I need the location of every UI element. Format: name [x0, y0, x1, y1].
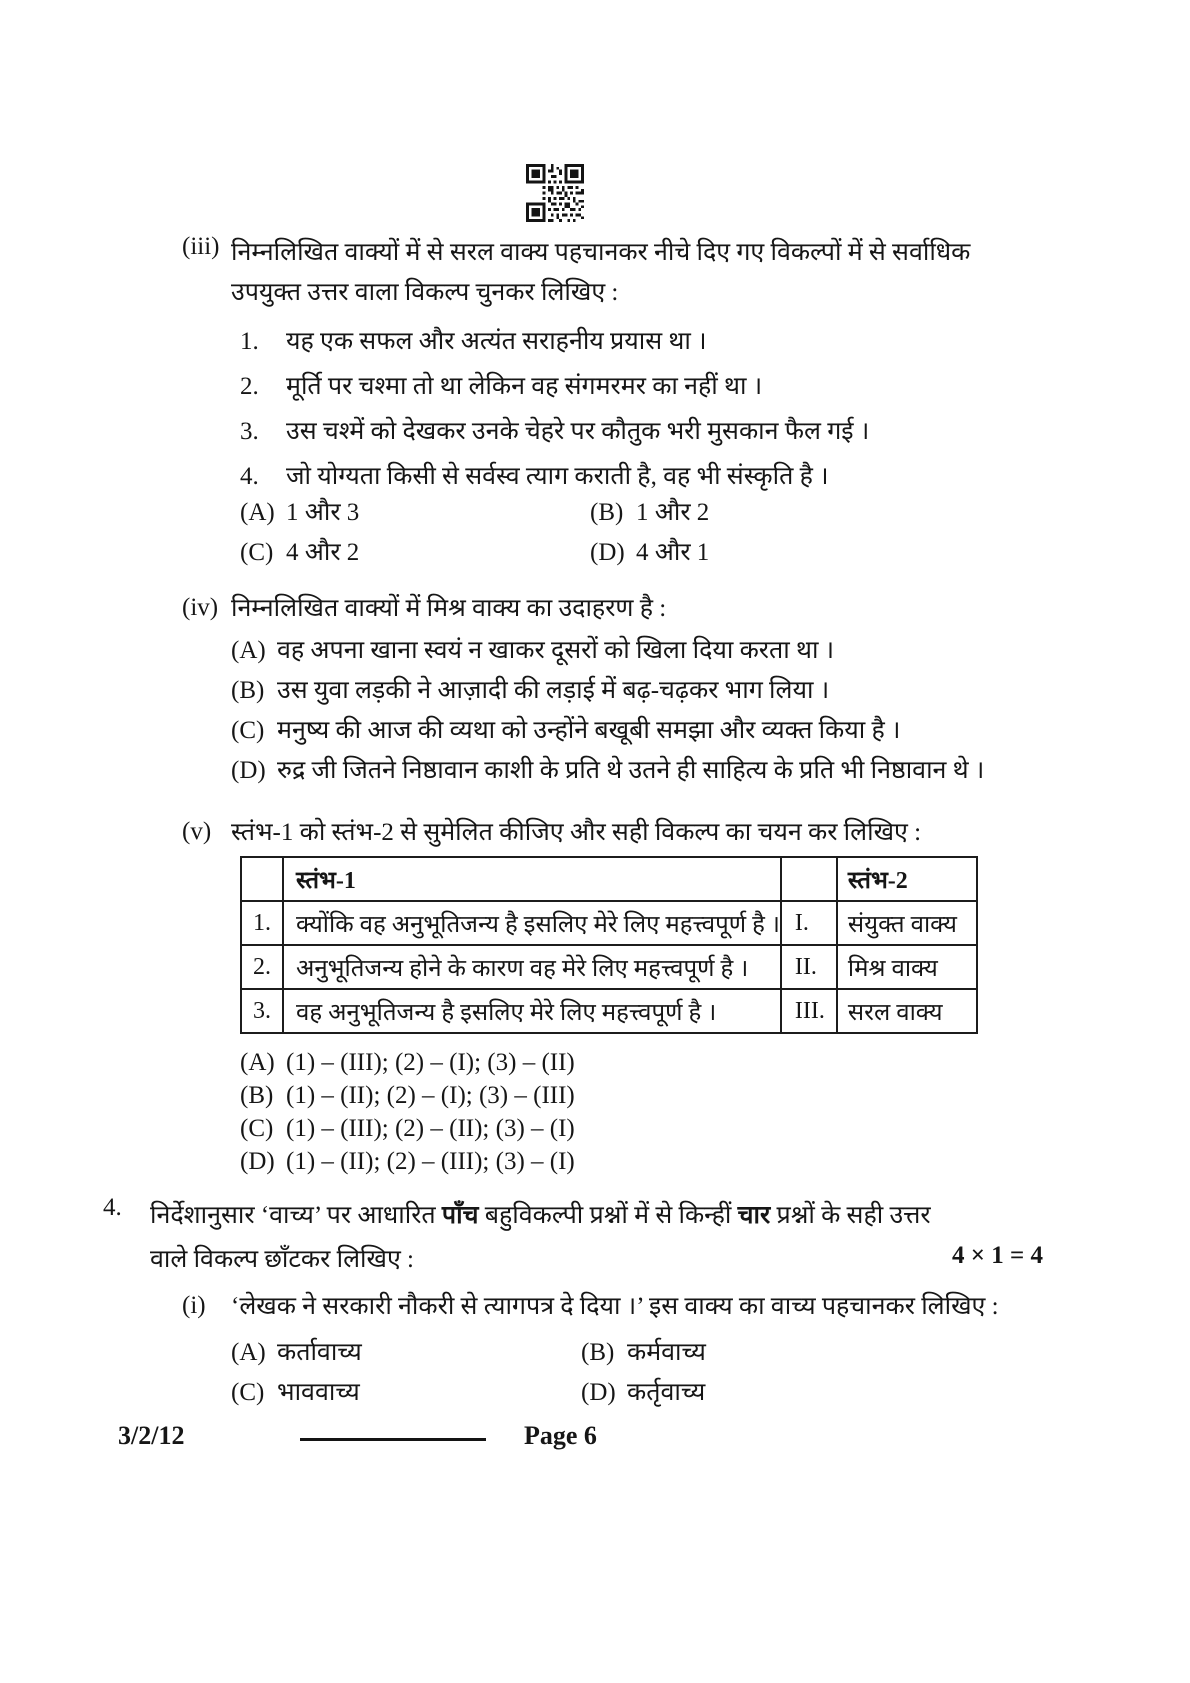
- q4-text-part: निर्देशानुसार ‘वाच्य’ पर आधारित: [150, 1202, 442, 1229]
- q4-bold-word: चार: [737, 1202, 771, 1229]
- option-label: (A): [231, 1339, 266, 1366]
- statement-row: [240, 372, 1040, 402]
- option-d: [590, 538, 1040, 568]
- question-4-i-label: (i): [182, 1292, 206, 1319]
- option-text: (1) – (II); (2) – (I); (3) – (III): [286, 1082, 575, 1109]
- option-a: [240, 1048, 940, 1078]
- option-text: 1 और 2: [636, 499, 710, 526]
- statement-number: 2.: [240, 373, 259, 400]
- question-4-i: [182, 1292, 1062, 1418]
- question-iv-text: निम्नलिखित वाक्यों में मिश्र वाक्य का उदाहरण है :: [231, 595, 667, 622]
- question-iii: [182, 233, 1052, 313]
- statement-row: [240, 327, 1040, 357]
- page-number: Page 6: [524, 1421, 597, 1450]
- option-text: रुद्र जी जितने निष्ठावान काशी के प्रति थे उतने ही साहित्य के प्रति भी निष्ठावान थे ।: [277, 757, 985, 784]
- option-text: कर्तृवाच्य: [627, 1379, 706, 1406]
- question-iii-label: (iii): [182, 233, 220, 260]
- option-d: [581, 1378, 1062, 1408]
- row-number: 2.: [241, 945, 283, 989]
- statement-text: जो योग्यता किसी से सर्वस्व त्याग कराती है, वह भी संस्कृति है ।: [286, 463, 829, 490]
- table-header-empty: [781, 857, 837, 901]
- match-columns-table: [240, 856, 978, 1034]
- statement-text: यह एक सफल और अत्यंत सराहनीय प्रयास था ।: [286, 328, 707, 355]
- table-header-row: [241, 857, 977, 901]
- row-number: 1.: [241, 901, 283, 945]
- question-4-number: 4.: [103, 1194, 122, 1221]
- question-iv-options: [231, 636, 1062, 786]
- option-text: उस युवा लड़की ने आज़ादी की लड़ाई में बढ़-चढ़कर भाग लिया ।: [277, 677, 830, 704]
- column1-text: क्योंकि वह अनुभूतिजन्य है इसलिए मेरे लिए महत्त्वपूर्ण है ।: [283, 901, 781, 945]
- table-header-empty: [241, 857, 283, 901]
- option-text: कर्मवाच्य: [627, 1339, 706, 1366]
- option-label: (B): [240, 1082, 274, 1109]
- option-text: 1 और 3: [286, 499, 360, 526]
- question-iii-statements: [240, 327, 1040, 507]
- option-text: (1) – (III); (2) – (I); (3) – (II): [286, 1049, 575, 1076]
- column1-text: अनुभूतिजन्य होने के कारण वह मेरे लिए महत्त्वपूर्ण है ।: [283, 945, 781, 989]
- option-b: [590, 498, 1040, 528]
- option-c: [240, 1114, 940, 1144]
- option-label: (A): [240, 499, 275, 526]
- row-number: 3.: [241, 989, 283, 1033]
- option-text: 4 और 1: [636, 539, 710, 566]
- option-text: वह अपना खाना स्वयं न खाकर दूसरों को खिला दिया करता था ।: [277, 637, 835, 664]
- option-text: मनुष्य की आज की व्यथा को उन्होंने बखूबी समझा और व्यक्त किया है ।: [277, 717, 901, 744]
- option-text: (1) – (II); (2) – (III); (3) – (I): [286, 1148, 575, 1175]
- question-iii-options: [240, 498, 1040, 578]
- option-d: [240, 1147, 940, 1177]
- statement-number: 4.: [240, 463, 259, 490]
- column1-text: वह अनुभूतिजन्य है इसलिए मेरे लिए महत्त्वपूर्ण है ।: [283, 989, 781, 1033]
- option-c: [240, 538, 590, 568]
- option-a: [231, 1338, 581, 1368]
- option-label: (D): [240, 1148, 275, 1175]
- option-b: [231, 676, 1062, 706]
- column2-text: सरल वाक्य: [837, 989, 977, 1033]
- question-v-label: (v): [182, 818, 212, 845]
- footer-divider-line: [300, 1438, 486, 1441]
- q4-text-part: बहुविकल्पी प्रश्नों में से किन्हीं: [478, 1202, 738, 1229]
- option-label: (C): [231, 1379, 265, 1406]
- question-4-i-text: ‘लेखक ने सरकारी नौकरी से त्यागपत्र दे दिया ।’ इस वाक्य का वाच्य पहचानकर लिखिए :: [231, 1293, 999, 1320]
- table-row: [241, 989, 977, 1033]
- statement-number: 3.: [240, 418, 259, 445]
- option-label: (B): [581, 1339, 615, 1366]
- option-a: [231, 636, 1062, 666]
- table-row: [241, 901, 977, 945]
- column2-text: संयुक्त वाक्य: [837, 901, 977, 945]
- option-c: [231, 1378, 581, 1408]
- option-label: (B): [231, 677, 265, 704]
- option-label: (D): [231, 757, 266, 784]
- option-text: भाववाच्य: [277, 1379, 360, 1406]
- option-b: [240, 1081, 940, 1111]
- option-text: (1) – (III); (2) – (II); (3) – (I): [286, 1115, 575, 1142]
- roman-numeral: III.: [781, 989, 837, 1033]
- question-v-options: [240, 1048, 940, 1180]
- option-label: (C): [231, 717, 265, 744]
- roman-numeral: II.: [781, 945, 837, 989]
- question-iv: [182, 594, 1062, 796]
- option-label: (D): [581, 1379, 616, 1406]
- option-d: [231, 756, 1062, 786]
- question-iv-label: (iv): [182, 594, 219, 621]
- statement-text: मूर्ति पर चश्मा तो था लेकिन वह संगमरमर का नहीं था ।: [286, 373, 763, 400]
- option-a: [240, 498, 590, 528]
- question-4: [103, 1194, 1043, 1282]
- question-4-text-line2: वाले विकल्प छाँटकर लिखिए :: [150, 1246, 414, 1273]
- qr-code-graphic: [526, 164, 584, 222]
- question-v-text: स्तंभ-1 को स्तंभ-2 से सुमेलित कीजिए और सही विकल्प का चयन कर लिखिए :: [231, 819, 922, 846]
- table-header-column1: स्तंभ-1: [283, 857, 781, 901]
- option-b: [581, 1338, 1062, 1368]
- table-header-column2: स्तंभ-2: [837, 857, 977, 901]
- paper-code: 3/2/12: [118, 1421, 185, 1450]
- statement-number: 1.: [240, 328, 259, 355]
- q4-text-part: प्रश्नों के सही उत्तर: [770, 1202, 931, 1229]
- question-4-i-options: [231, 1338, 1062, 1418]
- option-label: (D): [590, 539, 625, 566]
- option-text: कर्तावाच्य: [277, 1339, 362, 1366]
- option-label: (A): [231, 637, 266, 664]
- option-label: (C): [240, 539, 274, 566]
- statement-row: [240, 462, 1040, 492]
- marks-allocation: 4 × 1 = 4: [952, 1242, 1043, 1269]
- qr-code: [526, 164, 584, 222]
- statement-text: उस चश्में को देखकर उनके चेहरे पर कौतुक भरी मुसकान फैल गई ।: [286, 418, 870, 445]
- statement-row: [240, 417, 1040, 447]
- question-iii-text-line2: उपयुक्त उत्तर वाला विकल्प चुनकर लिखिए :: [231, 279, 619, 306]
- question-v: [182, 818, 1062, 848]
- question-iii-text-line1: निम्नलिखित वाक्यों में से सरल वाक्य पहचानकर नीचे दिए गए विकल्पों में से सर्वाधिक: [231, 239, 971, 266]
- option-label: (A): [240, 1049, 275, 1076]
- roman-numeral: I.: [781, 901, 837, 945]
- column2-text: मिश्र वाक्य: [837, 945, 977, 989]
- option-text: 4 और 2: [286, 539, 360, 566]
- question-4-text-line1: [150, 1194, 1043, 1238]
- option-label: (C): [240, 1115, 274, 1142]
- option-label: (B): [590, 499, 624, 526]
- table-row: [241, 945, 977, 989]
- option-c: [231, 716, 1062, 746]
- q4-bold-word: पाँच: [441, 1202, 479, 1229]
